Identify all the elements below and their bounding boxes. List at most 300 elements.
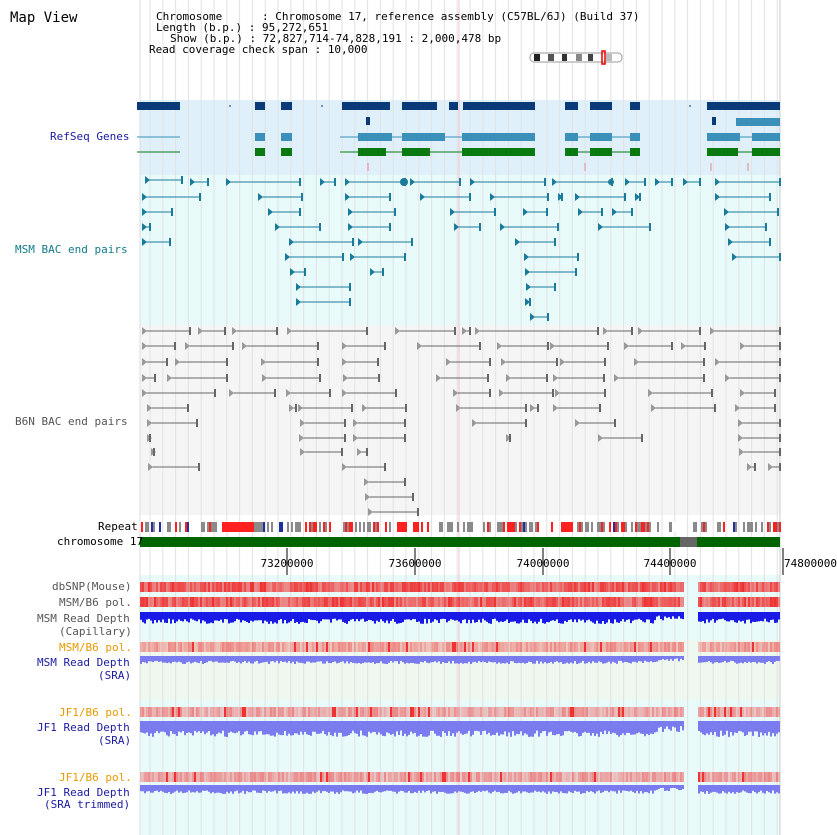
depth-bar <box>350 721 352 733</box>
pol-cell <box>706 642 708 652</box>
depth-bar <box>674 612 676 619</box>
pol-cell <box>166 772 168 782</box>
pol-cell <box>258 772 260 782</box>
pol-cell <box>146 582 148 592</box>
depth-bar <box>232 612 234 623</box>
depth-bar <box>446 656 448 663</box>
depth-bar <box>408 612 410 619</box>
repeat-element <box>511 522 513 532</box>
pol-cell <box>410 707 412 717</box>
depth-bar <box>586 721 588 733</box>
pol-cell <box>182 597 184 607</box>
depth-bar <box>416 721 418 737</box>
pol-cell <box>168 707 170 717</box>
pol-cell <box>162 597 164 607</box>
pol-cell <box>316 642 318 652</box>
depth-bar <box>660 721 662 727</box>
depth-bar <box>658 721 660 728</box>
gene-block <box>463 102 535 110</box>
pol-cell <box>624 582 626 592</box>
pol-cell <box>238 642 240 652</box>
pol-cell <box>768 582 770 592</box>
depth-bar <box>740 785 742 792</box>
pol-cell <box>732 707 734 717</box>
pol-cell <box>736 582 738 592</box>
pol-cell <box>444 582 446 592</box>
pol-cell <box>278 772 280 782</box>
depth-bar <box>722 721 724 736</box>
pol-cell <box>436 597 438 607</box>
pol-cell <box>436 772 438 782</box>
pol-cell <box>292 772 294 782</box>
depth-bar <box>724 656 726 661</box>
pol-cell <box>508 597 510 607</box>
pol-cell <box>478 582 480 592</box>
pol-cell <box>410 772 412 782</box>
pol-cell <box>160 707 162 717</box>
pol-cell <box>652 707 654 717</box>
depth-bar <box>246 785 248 791</box>
pol-cell <box>604 597 606 607</box>
pol-cell <box>252 772 254 782</box>
pol-cell <box>636 597 638 607</box>
repeat-element <box>639 522 641 532</box>
depth-bar <box>198 656 200 663</box>
depth-bar <box>770 721 772 737</box>
pol-cell <box>436 582 438 592</box>
pol-cell <box>314 597 316 607</box>
pol-cell <box>448 597 450 607</box>
depth-bar <box>508 721 510 733</box>
pol-cell <box>150 597 152 607</box>
msm-bac-track-label[interactable]: MSM BAC end pairs <box>15 243 128 256</box>
bac-end <box>597 327 599 335</box>
pol-cell <box>634 582 636 592</box>
repeat-element <box>635 522 637 532</box>
bac-end <box>389 193 391 201</box>
bac-end <box>384 342 386 350</box>
depth-bar <box>216 612 218 621</box>
depth-bar <box>192 612 194 620</box>
depth-bar <box>230 656 232 661</box>
bac-end <box>299 208 301 216</box>
pol-cell <box>158 582 160 592</box>
depth-bar <box>276 656 278 661</box>
repeat-element <box>579 522 581 532</box>
pol-cell <box>608 582 610 592</box>
pol-cell <box>466 642 468 652</box>
pol-cell <box>384 707 386 717</box>
pol-cell <box>528 707 530 717</box>
pol-cell <box>640 597 642 607</box>
pol-cell <box>210 597 212 607</box>
gap-region <box>680 537 697 547</box>
pol-cell <box>386 707 388 717</box>
pol-cell <box>320 707 322 717</box>
depth-bar <box>748 612 750 620</box>
depth-bar <box>398 785 400 792</box>
pol-cell <box>672 582 674 592</box>
pol-cell <box>494 642 496 652</box>
pol-cell <box>346 707 348 717</box>
pol-cell <box>522 597 524 607</box>
repeat-element <box>571 522 573 532</box>
depth-bar <box>422 721 424 737</box>
pol-cell <box>322 772 324 782</box>
depth-bar <box>502 721 504 735</box>
depth-bar <box>466 612 468 623</box>
pol-cell <box>672 707 674 717</box>
depth-bar <box>682 785 684 789</box>
depth-bar <box>354 721 356 733</box>
pol-cell <box>460 707 462 717</box>
pol-cell <box>204 597 206 607</box>
depth-bar <box>346 612 348 624</box>
depth-bar <box>752 656 754 662</box>
depth-bar <box>472 612 474 620</box>
depth-bar <box>578 721 580 736</box>
pol-cell <box>434 772 436 782</box>
pol-cell <box>468 707 470 717</box>
pol-cell <box>396 597 398 607</box>
pol-cell <box>178 772 180 782</box>
pol-cell <box>378 707 380 717</box>
pol-cell <box>660 582 662 592</box>
pol-cell <box>430 582 432 592</box>
depth-bar <box>570 785 572 792</box>
depth-bar <box>290 785 292 793</box>
depth-bar <box>628 721 630 733</box>
depth-bar <box>502 612 504 622</box>
repeat-element <box>151 522 153 532</box>
bac-end <box>544 178 546 186</box>
pol-cell <box>538 642 540 652</box>
depth-bar <box>512 721 514 731</box>
repeat-element <box>213 522 215 532</box>
depth-bar <box>354 656 356 663</box>
pol-cell <box>282 582 284 592</box>
pol-cell <box>488 582 490 592</box>
pol-cell <box>160 582 162 592</box>
repeat-element <box>325 522 327 532</box>
pol-cell <box>210 582 212 592</box>
repeat-element <box>761 522 763 532</box>
gene-block <box>736 118 780 126</box>
pol-cell <box>394 642 396 652</box>
pol-cell <box>738 642 740 652</box>
depth-bar <box>468 612 470 620</box>
depth-bar <box>566 656 568 663</box>
span-label: Read coverage check span : <box>149 43 328 56</box>
bac-end <box>404 419 406 427</box>
pol-cell <box>308 597 310 607</box>
pol-cell <box>470 772 472 782</box>
pol-cell <box>312 772 314 782</box>
pol-cell <box>450 642 452 652</box>
depth-bar <box>182 721 184 731</box>
repeat-element <box>159 522 161 532</box>
pol-cell <box>648 642 650 652</box>
depth-bar <box>348 612 350 621</box>
pol-cell <box>466 582 468 592</box>
pol-cell <box>462 772 464 782</box>
pol-cell <box>478 772 480 782</box>
depth-bar <box>606 612 608 623</box>
b6n-bac-track-label[interactable]: B6N BAC end pairs <box>15 415 128 428</box>
pol-cell <box>184 597 186 607</box>
gene-block <box>462 133 535 141</box>
pol-cell <box>762 582 764 592</box>
pol-cell <box>468 582 470 592</box>
depth-bar <box>414 721 416 733</box>
depth-bar <box>372 612 374 621</box>
depth-bar <box>440 721 442 737</box>
pol-cell <box>456 772 458 782</box>
pol-cell <box>674 707 676 717</box>
depth-bar <box>718 656 720 663</box>
pol-cell <box>486 582 488 592</box>
depth-bar <box>226 656 228 663</box>
pol-cell <box>606 772 608 782</box>
depth-bar <box>664 656 666 660</box>
depth-bar <box>436 721 438 736</box>
pol-cell <box>726 772 728 782</box>
bac-end <box>454 327 456 335</box>
bac-end <box>405 404 407 412</box>
depth-bar <box>628 785 630 792</box>
pol-cell <box>236 707 238 717</box>
bac-end <box>304 268 306 276</box>
bac-end <box>181 176 183 184</box>
depth-bar <box>326 785 328 792</box>
pol-cell <box>296 597 298 607</box>
depth-bar <box>298 785 300 794</box>
pol-cell <box>344 642 346 652</box>
pol-cell <box>372 707 374 717</box>
depth-bar <box>228 721 230 733</box>
pol-cell <box>298 597 300 607</box>
repeat-element <box>291 522 293 532</box>
pol-cell <box>200 642 202 652</box>
depth-bar <box>232 785 234 794</box>
depth-bar <box>320 656 322 661</box>
bac-end <box>575 268 577 276</box>
depth-bar <box>292 785 294 792</box>
pol-cell <box>592 707 594 717</box>
pol-cell <box>482 642 484 652</box>
pol-cell <box>488 707 490 717</box>
depth-bar <box>654 785 656 791</box>
pol-cell <box>142 597 144 607</box>
pol-cell <box>544 707 546 717</box>
depth-bar <box>516 612 518 623</box>
pol-cell <box>526 707 528 717</box>
depth-bar <box>728 612 730 622</box>
pol-cell <box>588 707 590 717</box>
depth-bar <box>650 785 652 791</box>
depth-bar <box>356 656 358 663</box>
gene-block <box>462 148 535 156</box>
pol-cell <box>196 707 198 717</box>
pol-cell <box>626 772 628 782</box>
pol-cell <box>198 597 200 607</box>
pol-cell <box>576 707 578 717</box>
pol-cell <box>252 707 254 717</box>
depth-bar <box>458 721 460 731</box>
pol-cell <box>658 642 660 652</box>
pol-cell <box>738 772 740 782</box>
depth-bar <box>600 612 602 624</box>
repeat-element <box>319 522 321 532</box>
pol-cell <box>656 707 658 717</box>
depth-bar <box>602 721 604 734</box>
repeat-element <box>267 522 269 532</box>
pol-cell <box>500 582 502 592</box>
depth-bar <box>600 656 602 662</box>
pol-cell <box>370 707 372 717</box>
depth-bar <box>544 785 546 793</box>
pol-cell <box>708 707 710 717</box>
depth-bar <box>474 721 476 731</box>
pol-cell <box>382 597 384 607</box>
pol-cell <box>706 597 708 607</box>
pol-cell <box>248 772 250 782</box>
pol-cell <box>480 582 482 592</box>
pol-cell <box>180 582 182 592</box>
pol-cell <box>514 707 516 717</box>
depth-bar <box>228 785 230 793</box>
pol-cell <box>276 642 278 652</box>
depth-bar <box>398 656 400 664</box>
pol-cell <box>714 642 716 652</box>
repeat-element <box>447 522 449 532</box>
depth-bar <box>220 785 222 793</box>
depth-bar <box>496 656 498 664</box>
pol-cell <box>212 772 214 782</box>
depth-bar <box>180 656 182 662</box>
pol-cell <box>672 772 674 782</box>
repeat-element <box>377 522 379 532</box>
pol-cell <box>706 707 708 717</box>
depth-bar <box>744 721 746 736</box>
depth-bar <box>462 785 464 792</box>
refseq-track-label[interactable]: RefSeq Genes <box>50 130 130 143</box>
pol-cell <box>374 597 376 607</box>
pol-cell <box>750 597 752 607</box>
pol-cell <box>704 582 706 592</box>
depth-bar <box>150 656 152 661</box>
depth-bar <box>144 612 146 624</box>
depth-bar <box>618 785 620 790</box>
pol-cell <box>316 707 318 717</box>
pol-cell <box>726 642 728 652</box>
depth-bar <box>256 612 258 620</box>
pol-cell <box>140 707 142 717</box>
pol-cell <box>350 642 352 652</box>
pol-cell <box>480 707 482 717</box>
pol-cell <box>708 642 710 652</box>
depth-bar <box>450 785 452 794</box>
depth-bar <box>714 656 716 662</box>
pol-cell <box>662 597 664 607</box>
bac-end <box>779 448 781 456</box>
pol-cell <box>226 582 228 592</box>
pol-cell <box>348 597 350 607</box>
depth-bar <box>284 785 286 793</box>
depth-bar <box>536 721 538 731</box>
pol-cell <box>278 597 280 607</box>
depth-bar <box>588 785 590 792</box>
depth-bar <box>492 721 494 735</box>
depth-bar <box>668 612 670 617</box>
depth-bar <box>186 785 188 792</box>
pol-cell <box>682 582 684 592</box>
depth-bar <box>364 656 366 662</box>
depth-bar <box>144 656 146 663</box>
pol-cell <box>304 597 306 607</box>
depth-bar <box>192 785 194 792</box>
depth-bar <box>380 785 382 792</box>
pol-cell <box>236 582 238 592</box>
pol-cell <box>364 772 366 782</box>
depth-bar <box>248 656 250 662</box>
pol-cell <box>284 582 286 592</box>
pol-cell <box>642 642 644 652</box>
depth-bar <box>758 785 760 792</box>
bac-end <box>404 478 406 486</box>
depth-bar <box>536 656 538 661</box>
depth-bar <box>500 656 502 664</box>
depth-bar <box>548 721 550 732</box>
pol-cell <box>254 772 256 782</box>
depth-bar <box>632 656 634 662</box>
pol-cell <box>474 772 476 782</box>
pol-cell <box>258 597 260 607</box>
pol-cell <box>510 582 512 592</box>
depth-bar <box>762 656 764 663</box>
depth-bar <box>450 721 452 736</box>
pol-cell <box>148 597 150 607</box>
depth-bar <box>600 721 602 732</box>
pol-cell <box>478 642 480 652</box>
depth-bar <box>486 721 488 734</box>
depth-bar <box>424 721 426 737</box>
depth-bar <box>756 656 758 664</box>
depth-bar <box>460 656 462 663</box>
repeat-element <box>521 522 523 532</box>
pol-cell <box>226 642 228 652</box>
repeat-element <box>623 522 625 532</box>
depth-bar <box>432 721 434 731</box>
pol-cell <box>608 642 610 652</box>
pol-cell <box>532 597 534 607</box>
bac-end <box>525 419 527 427</box>
pol-cell <box>248 642 250 652</box>
pol-cell <box>398 597 400 607</box>
depth-bar <box>316 656 318 662</box>
pol-cell <box>228 582 230 592</box>
pol-cell <box>502 707 504 717</box>
depth-bar <box>498 612 500 622</box>
pol-cell <box>618 582 620 592</box>
depth-bar <box>560 656 562 662</box>
depth-bar <box>214 721 216 736</box>
depth-bar <box>446 785 448 794</box>
pol-cell <box>306 597 308 607</box>
depth-bar <box>262 656 264 662</box>
depth-bar <box>532 656 534 664</box>
repeat-element <box>701 522 703 532</box>
